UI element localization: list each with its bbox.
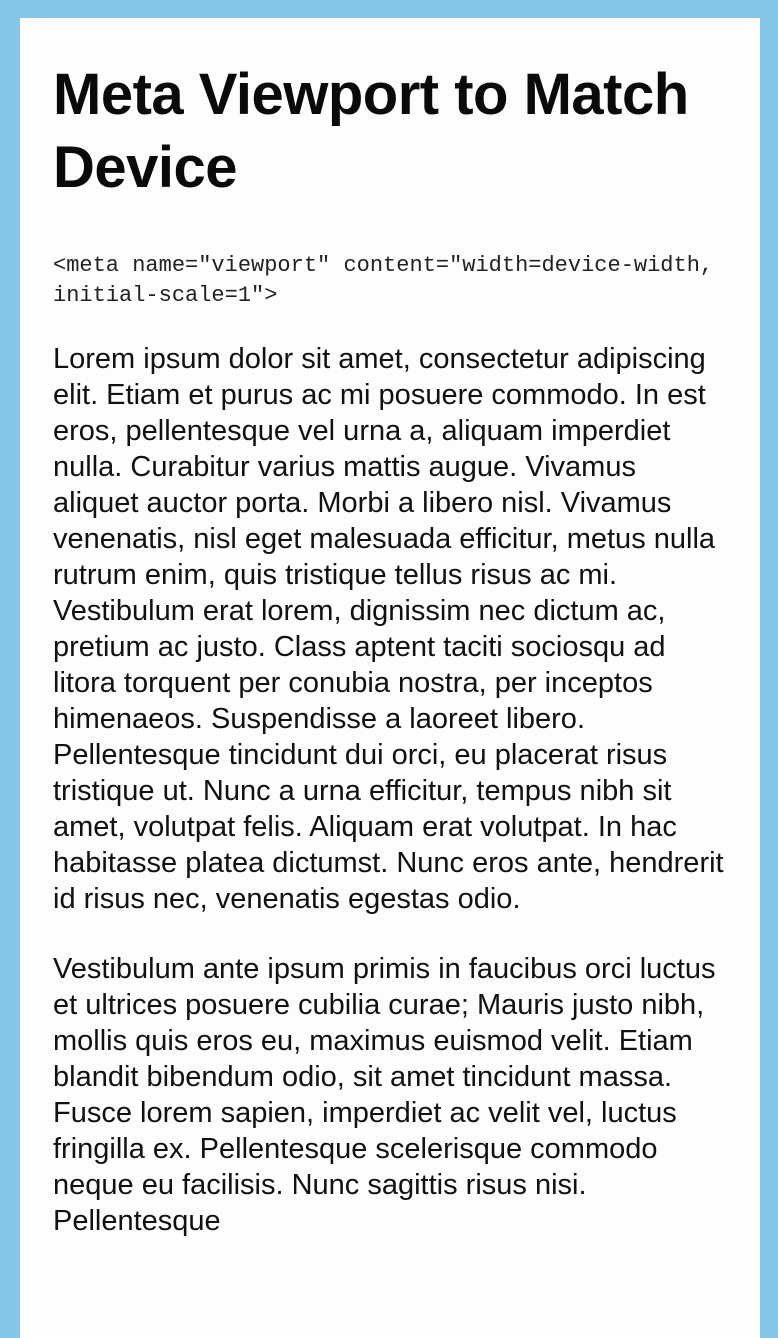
code-snippet: <meta name="viewport" content="width=device-width, initial-scale=1"> [53, 253, 714, 308]
body-paragraph-1: Lorem ipsum dolor sit amet, consectetur adipiscing elit. Etiam et purus ac mi posuere commodo. In est eros, pellentesque vel urna a, aliquam imperdiet nulla. Curabitur varius mattis augue. Vivamus aliquet auctor porta. Morbi a libero nisl. Vivamus venenatis, nisl eget malesuada efficitur, metus nulla rutrum enim, quis tristique tellus risus ac mi. Vestibulum erat lorem, dignissim nec dictum ac, pretium ac justo. Class aptent taciti sociosqu ad litora torquent per conubia nostra, per inceptos himenaeos. Suspendisse a laoreet libero. Pellentesque tincidunt dui orci, eu placerat risus tristique ut. Nunc a urna efficitur, tempus nibh sit amet, volutpat felis. Aliquam erat volutpat. In hac habitasse platea dictumst. Nunc eros ante, hendrerit id risus nec, venenatis egestas odio. [53, 343, 724, 915]
page-title: Meta Viewport to Match Device [53, 62, 689, 200]
body-paragraph-2: Vestibulum ante ipsum primis in faucibus orci luctus et ultrices posuere cubilia curae; Mauris justo nibh, mollis quis eros eu, maximus euismod velit. Etiam blandit bibendum odio, sit amet tincidunt massa. Fusce lorem sapien, imperdiet ac velit vel, luctus fringilla ex. Pellentesque scelerisque commodo neque eu facilisis. Nunc sagittis risus nisi. Pellentesque [53, 953, 716, 1237]
article-page [20, 18, 760, 1338]
